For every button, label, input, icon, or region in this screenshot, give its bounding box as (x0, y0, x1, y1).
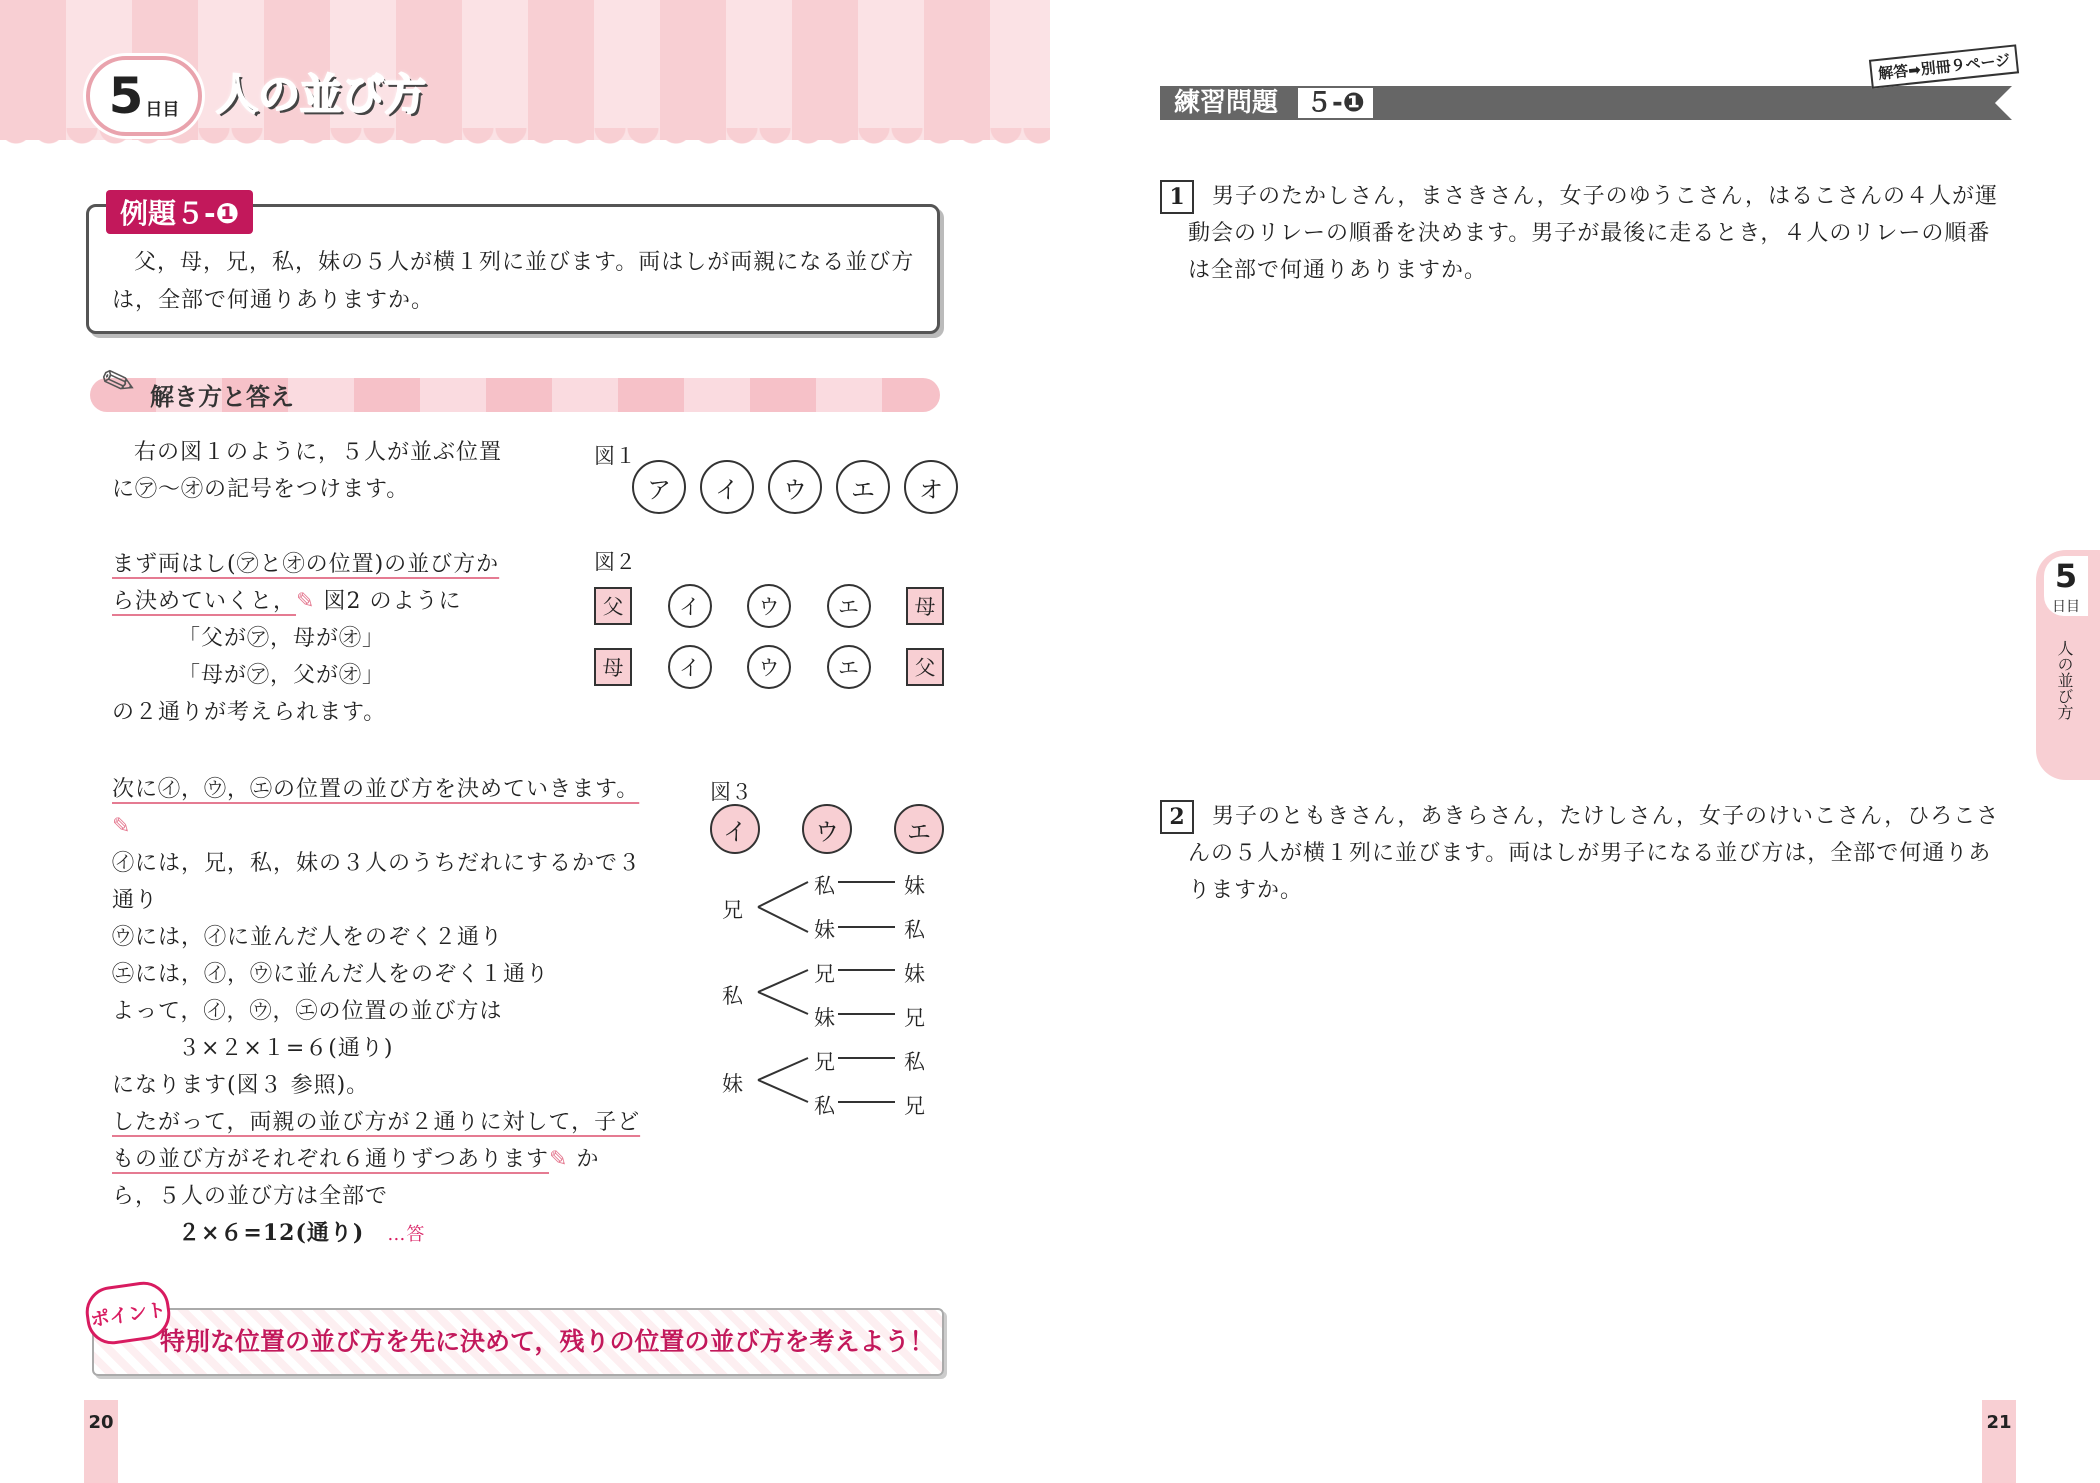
answer-reference-flag: 解答➡別冊９ページ (1869, 44, 2020, 88)
fig2-circle: ウ (747, 645, 791, 689)
point-text: 特別な位置の並び方を先に決めて，残りの位置の並び方を考えよう！ (160, 1327, 935, 1356)
answer-mark: …答 (387, 1224, 426, 1245)
page-title: 人の並び方 (216, 70, 427, 119)
fig2-square: 母 (594, 648, 632, 686)
example-line-1: 父，母，兄，私，妹の５人が横１列に並びます。両はしが両親になる並び方 (134, 250, 915, 275)
question-line: 男子のたかしさん，まさきさん，女子のゆうこさん，はるこさんの４人が運 (1212, 184, 1998, 209)
solution-para-1 (112, 434, 532, 508)
fig3-label: 図３ (710, 780, 752, 804)
day-unit: 日目 (145, 99, 180, 120)
para3-line: もの並び方がそれぞれ６通りずつあります (112, 1147, 550, 1172)
para1-line: に㋐〜㋔の記号をつけます。 (112, 477, 410, 502)
practice-number: ５-❶ (1298, 88, 1373, 118)
fig3-node: 妹 (904, 874, 925, 898)
solution-para-3 (112, 771, 652, 1253)
side-tab-day: 5 (2044, 556, 2088, 616)
question-2 (1160, 798, 2010, 909)
fig3-node: 私 (814, 874, 835, 898)
para3-line: ら，５人の並び方は全部で (112, 1184, 389, 1209)
para2-line: 「父が㋐，母が㋔」 (178, 626, 386, 651)
para3-line: 次に㋑，㋒，㋓の位置の並び方を決めていきます。 (112, 777, 640, 802)
fig3-node: 私 (814, 1094, 835, 1118)
pencil-icon: ✎ (95, 355, 143, 411)
example-line-2: は，全部で何通りありますか。 (112, 288, 435, 313)
practice-label: 練習問題 (1174, 88, 1279, 118)
fig2-label: 図２ (594, 550, 636, 574)
fig1-circle: ウ (768, 460, 822, 514)
fig2-row-2 (594, 645, 944, 689)
fig1-circle: オ (904, 460, 958, 514)
fig2-circle: ウ (747, 584, 791, 628)
page-number-left: 20 (88, 1411, 114, 1433)
fig3-head: イ (710, 804, 760, 854)
pencil-mark-icon: ✎ (112, 814, 132, 839)
para3-line: よって，㋑，㋒，㋓の位置の並び方は (112, 999, 503, 1024)
para3-line: 通り (112, 888, 159, 913)
fig1-circle: イ (700, 460, 754, 514)
fig3-node: 妹 (904, 962, 925, 986)
para2-line: ら決めていくと， (112, 589, 297, 614)
pencil-mark-icon: ✎ (549, 1147, 569, 1172)
para3-line: になります(図３ 参照)。 (112, 1073, 370, 1098)
para3-line: ㋓には，㋑，㋒に並んだ人をのぞく１通り (112, 962, 550, 987)
side-tab-title: 人の並び方 (2055, 640, 2074, 720)
fig2-square: 父 (906, 648, 944, 686)
fig2-circle: イ (668, 584, 712, 628)
fig2-square: 父 (594, 587, 632, 625)
question-line: りますか。 (1188, 878, 1304, 903)
day-badge (86, 56, 202, 136)
point-badge: ポイント (82, 1278, 173, 1347)
question-number: 1 (1160, 180, 1194, 214)
question-line: 動会のリレーの順番を決めます。男子が最後に走るとき，４人のリレーの順番 (1188, 221, 1991, 246)
fig3-head: エ (894, 804, 944, 854)
fig1-label: 図１ (594, 444, 636, 468)
pencil-mark-icon: ✎ (296, 589, 316, 614)
para2-line: 図2 のように (323, 589, 462, 614)
para3-line: ㋒には，㋑に並んだ人をのぞく２通り (112, 925, 504, 950)
page-number-right: 21 (1986, 1411, 2012, 1433)
fig3-node: 兄 (904, 1006, 925, 1030)
fig3-node: 兄 (904, 1094, 925, 1118)
para3-line: したがって，両親の並び方が２通りに対して，子ど (112, 1110, 641, 1135)
question-number: 2 (1160, 800, 1194, 834)
fig3-root: 私 (722, 984, 743, 1008)
question-line: 男子のともきさん，あきらさん，たけしさん，女子のけいこさん，ひろこさ (1212, 804, 2000, 829)
fig2-circle: エ (827, 584, 871, 628)
example-tag: 例題５-❶ (106, 190, 253, 234)
answer-formula: ２×６=12(通り) (178, 1220, 365, 1246)
para1-line: 右の図１のように，５人が並ぶ位置 (134, 440, 503, 465)
fig3-head: ウ (802, 804, 852, 854)
para2-line: まず両はし(㋐と㋔の位置)の並び方か (112, 552, 500, 577)
question-line: んの５人が横１列に並びます。両はしが男子になる並び方は，全部で何通りあ (1188, 841, 1992, 866)
fig2-square: 母 (906, 587, 944, 625)
para2-line: の２通りが考えられます。 (112, 700, 387, 725)
para3-line: か (576, 1147, 600, 1172)
side-tab-unit: 日目 (2052, 599, 2080, 615)
example-text (112, 244, 922, 320)
fig3-root: 妹 (722, 1072, 743, 1096)
fig3-root: 兄 (722, 898, 743, 922)
para2-line: 「母が㋐，父が㋔」 (178, 663, 386, 688)
fig1-circle: エ (836, 460, 890, 514)
fig3-node: 私 (904, 1050, 925, 1074)
fig2-row-1 (594, 584, 944, 628)
question-line: は全部で何通りありますか。 (1188, 258, 1488, 283)
fig3-node: 兄 (814, 1050, 835, 1074)
para3-line: ㋑には，兄，私，妹の３人のうちだれにするかで３ (112, 851, 642, 876)
fig3-node: 妹 (814, 1006, 835, 1030)
question-1 (1160, 178, 2010, 289)
fig1-circle: ア (632, 460, 686, 514)
fig2-circle: イ (668, 645, 712, 689)
fig2-circle: エ (827, 645, 871, 689)
para3-line: ３×２×１=６(通り) (178, 1036, 394, 1061)
fig3-node: 兄 (814, 962, 835, 986)
fig3-node: 妹 (814, 918, 835, 942)
fig1-row (632, 460, 958, 514)
solution-heading: 解き方と答え (150, 383, 294, 411)
day-number: 5 (108, 67, 144, 125)
solution-para-2 (112, 546, 532, 731)
fig3-node: 私 (904, 918, 925, 942)
